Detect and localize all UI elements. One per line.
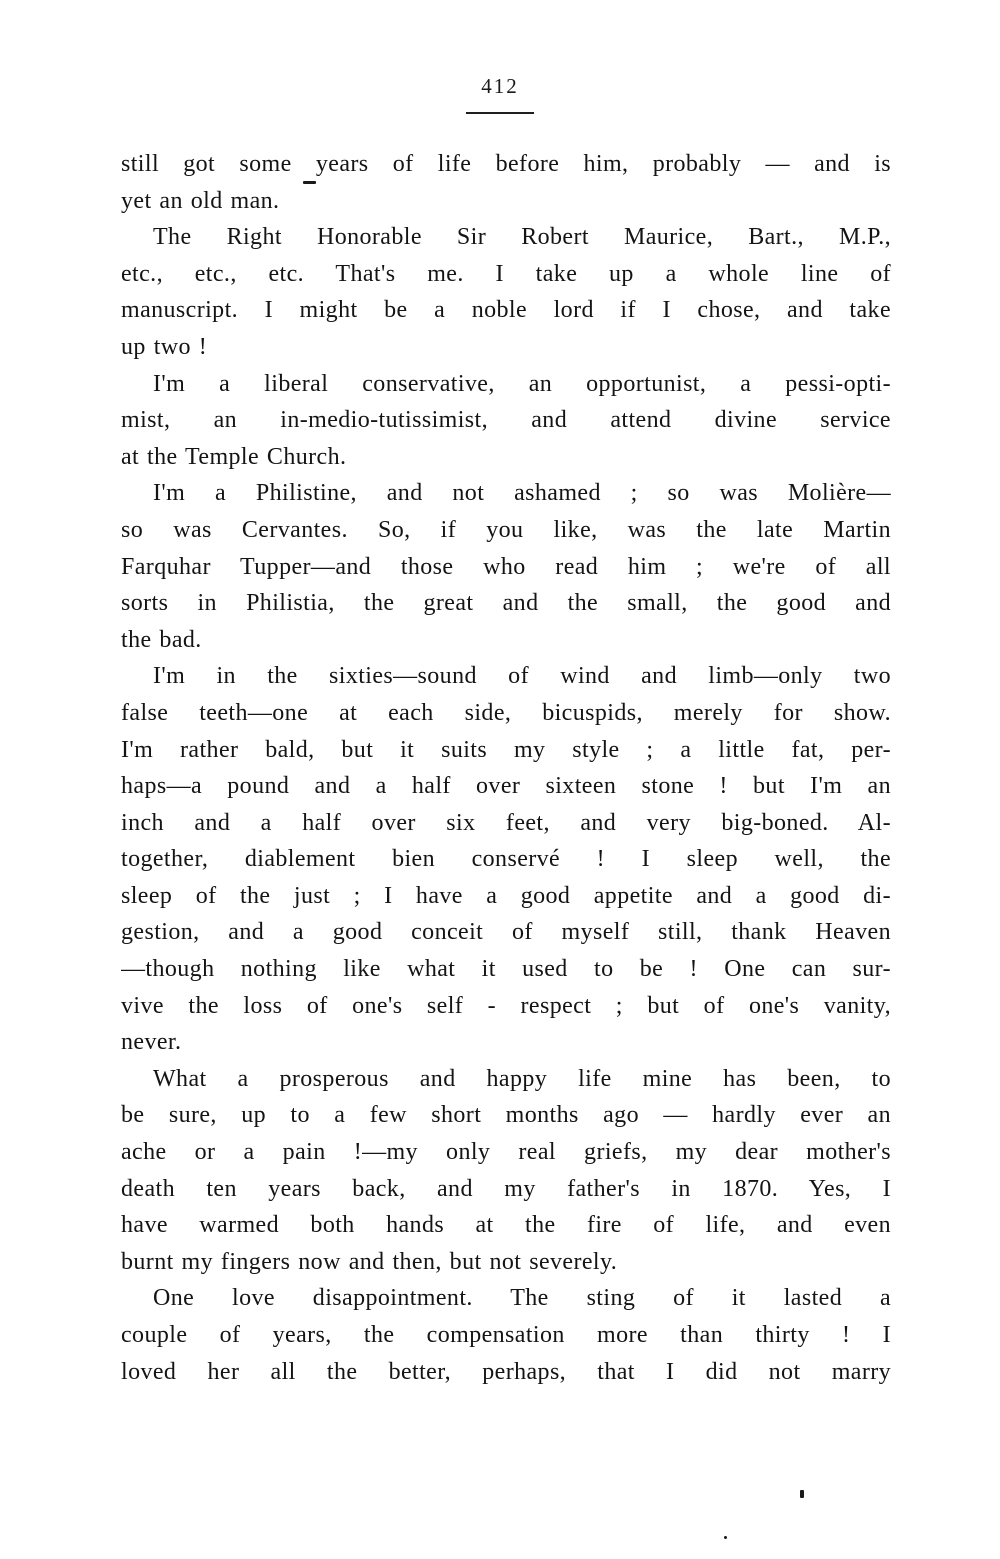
text-line: sorts in Philistia, the great and the small, the good and [121,590,891,617]
ink-artifact [303,181,316,184]
text-line: I'm a liberal conservative, an opportunist, a pessi-opti- [153,370,891,397]
text-block [121,146,891,1390]
text-line: —though nothing like what it used to be ! One can sur- [121,956,891,983]
text-line: I'm rather bald, but it suits my style ; a little fat, per- [121,736,891,763]
text-line: loved her all the better, perhaps, that I did not marry [121,1358,891,1385]
header-rule [466,112,534,114]
paragraph [121,146,891,219]
paragraph [121,475,891,658]
text-line: together, diablement bien conservé ! I sleep well, the [121,846,891,873]
text-line: so was Cervantes. So, if you like, was the late Martin [121,516,891,543]
page-number: 412 [481,74,519,98]
paragraph [121,658,891,1061]
text-line: etc., etc., etc. That's me. I take up a whole line of [121,260,891,287]
text-line: be sure, up to a few short months ago — hardly ever an [121,1102,891,1129]
text-line: up two ! [121,333,208,360]
text-line: have warmed both hands at the fire of life, and even [121,1212,891,1239]
text-line: yet an old man. [121,187,280,214]
text-line: sleep of the just ; I have a good appetite and a good di- [121,882,891,909]
text-line: ache or a pain !—my only real griefs, my dear mother's [121,1139,891,1166]
text-line: What a prosperous and happy life mine has been, to [153,1065,891,1092]
text-line: never. [121,1029,182,1056]
text-line: still got some years of life before him, probably — and is [121,151,891,177]
paragraph [121,366,891,476]
text-line: couple of years, the compensation more than thirty ! I [121,1322,891,1348]
text-line: false teeth—one at each side, bicuspids, merely for show. [121,699,891,726]
text-line: manuscript. I might be a noble lord if I chose, and take [121,297,891,324]
paragraph [121,1061,891,1281]
text-line: the bad. [121,626,202,653]
ink-speck [724,1536,727,1539]
text-line: The Right Honorable Sir Robert Maurice, Bart., M.P., [153,224,891,251]
text-line: gestion, and a good conceit of myself still, thank Heaven [121,919,891,946]
text-line: haps—a pound and a half over sixteen stone ! but I'm an [121,773,891,800]
text-line: I'm in the sixties—sound of wind and limb—only two [153,663,891,690]
text-line: mist, an in-medio-tutissimist, and attend divine service [121,407,891,434]
text-line: Farquhar Tupper—and those who read him ; we're of all [121,553,891,580]
text-line: at the Temple Church. [121,443,347,470]
ink-speck [800,1490,804,1498]
text-line: death ten years back, and my father's in 1870. Yes, I [121,1175,891,1202]
text-line: burnt my fingers now and then, but not severely. [121,1248,618,1275]
page-header [0,74,1000,114]
paragraph [121,219,891,365]
paragraph [121,1280,891,1390]
text-line: One love disappointment. The sting of it lasted a [153,1285,891,1312]
text-line: vive the loss of one's self - respect ; but of one's vanity, [121,992,891,1019]
text-line: I'm a Philistine, and not ashamed ; so was Molière— [153,480,891,507]
text-line: inch and a half over six feet, and very big-boned. Al- [121,809,891,836]
